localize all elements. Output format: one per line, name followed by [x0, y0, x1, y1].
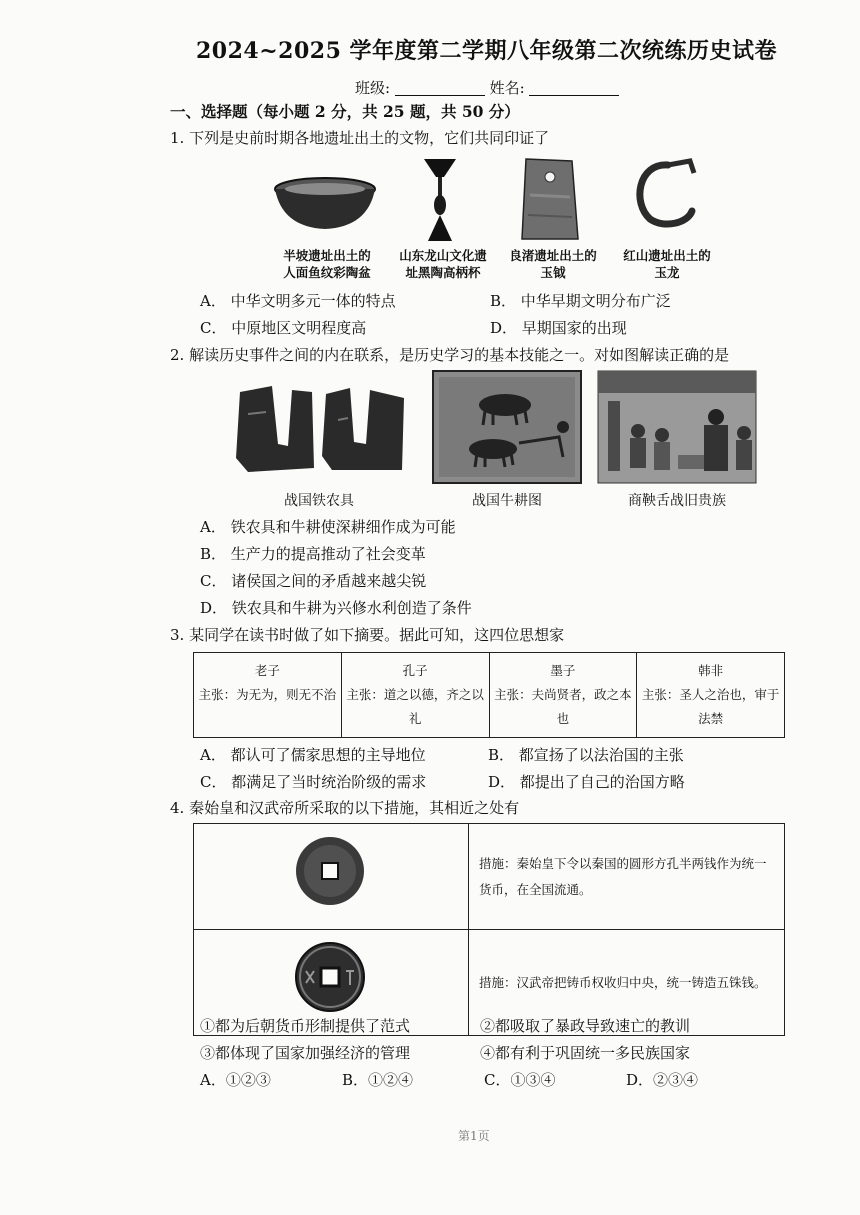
q1-option-a[interactable]: A． 中华文明多元一体的特点 [200, 292, 396, 310]
page-number: 第1页 [458, 1129, 490, 1143]
q4-option-a[interactable]: A．①②③ [200, 1071, 271, 1089]
q2-option-a[interactable]: A． 铁农具和牛耕使深耕细作成为可能 [200, 518, 456, 536]
name-label: 姓名: [489, 79, 525, 97]
thinker-claim: 主张：为无为，则无不治 [198, 687, 337, 702]
thinker-claim: 主张：圣人之治也，审于法禁 [641, 687, 780, 726]
class-blank[interactable] [395, 81, 485, 96]
q1-option-b[interactable]: B． 中华早期文明分布广泛 [490, 292, 671, 310]
q4-statement-2: ②都吸取了暴政导致速亡的教训 [480, 1017, 691, 1035]
currency-measures-table [193, 823, 785, 1036]
shang-yang-debate-image [598, 371, 756, 483]
thinker-name: 韩非 [698, 663, 724, 678]
exam-title: 2024~2025 学年度第二学期八年级第二次统练历史试卷 [196, 38, 778, 64]
banliang-coin-image [294, 835, 366, 907]
class-label: 班级: [355, 79, 391, 97]
caption-ox-plowing: 战国牛耕图 [472, 493, 542, 509]
question-4: 4. 秦始皇和汉武帝所采取的以下措施，其相近之处有 [170, 799, 520, 817]
question-1: 1. 下列是史前时期各地遗址出土的文物，它们共同印证了 [170, 129, 550, 147]
q4-statement-3: ③都体现了国家加强经济的管理 [200, 1044, 411, 1062]
q3-option-a[interactable]: A． 都认可了儒家思想的主导地位 [200, 746, 426, 764]
q4-option-b[interactable]: B．①②④ [342, 1071, 414, 1089]
q2-option-c[interactable]: C． 诸侯国之间的矛盾越来越尖锐 [200, 572, 427, 590]
caption-liangzhu: 良渚遗址出土的 玉钺 [509, 248, 597, 280]
q4-statement-4: ④都有利于巩固统一多民族国家 [480, 1044, 691, 1062]
q2-option-d[interactable]: D． 铁农具和牛耕为兴修水利创造了条件 [200, 599, 472, 617]
q4-option-d[interactable]: D．②③④ [626, 1071, 699, 1089]
banliang-coin-cell [194, 824, 469, 930]
han-measure: 措施：汉武帝把铸币权收归中央，统一铸造五铢钱。 [469, 930, 785, 1036]
q4-option-c[interactable]: C．①③④ [484, 1071, 556, 1089]
caption-banpo: 半坡遗址出土的 人面鱼纹彩陶盆 [283, 248, 371, 280]
thinkers-table [193, 652, 785, 738]
thinker-name: 老子 [254, 663, 280, 678]
thinker-claim: 主张：道之以德，齐之以礼 [346, 687, 484, 726]
question-2: 2. 解读历史事件之间的内在联系，是历史学习的基本技能之一。对如图解读正确的是 [170, 346, 730, 364]
thinker-kongzi [341, 653, 489, 738]
pottery-basin-image [270, 175, 380, 235]
thinker-laozi [194, 653, 342, 738]
q3-option-c[interactable]: C． 都满足了当时统治阶级的需求 [200, 773, 427, 791]
q1-option-d[interactable]: D． 早期国家的出现 [490, 319, 627, 337]
question-3: 3. 某同学在读书时做了如下摘要。据此可知，这四位思想家 [170, 626, 565, 644]
caption-iron-tools: 战国铁农具 [284, 493, 354, 509]
jade-dragon-image [628, 155, 703, 230]
wuzhu-coin-image [294, 941, 366, 1013]
caption-longshan: 山东龙山文化遗 址黑陶高柄杯 [399, 248, 487, 280]
q3-option-b[interactable]: B． 都宣扬了以法治国的主张 [488, 746, 684, 764]
jade-axe-image [520, 155, 580, 243]
q2-option-b[interactable]: B． 生产力的提高推动了社会变革 [200, 545, 426, 563]
caption-hongshan: 红山遗址出土的 玉龙 [623, 248, 711, 280]
thinker-mozi [489, 653, 637, 738]
black-pottery-cup-image [420, 155, 460, 245]
q1-option-c[interactable]: C． 中原地区文明程度高 [200, 319, 367, 337]
thinker-hanfei [637, 653, 785, 738]
thinker-claim: 主张：夫尚贤者，政之本也 [494, 687, 632, 726]
name-blank[interactable] [529, 81, 619, 96]
thinker-name: 墨子 [550, 663, 576, 678]
q3-option-d[interactable]: D． 都提出了自己的治国方略 [488, 773, 685, 791]
student-info [355, 77, 619, 98]
q4-statement-1: ①都为后朝货币形制提供了范式 [200, 1017, 411, 1035]
qin-measure: 措施：秦始皇下令以秦国的圆形方孔半两钱作为统一货币，在全国流通。 [469, 824, 785, 930]
thinker-name: 孔子 [402, 663, 428, 678]
iron-tools-image [228, 384, 410, 476]
section-title: 一、选择题（每小题 2 分，共 25 题，共 50 分） [170, 102, 520, 121]
ox-plowing-image [433, 371, 581, 483]
caption-shang-yang: 商鞅舌战旧贵族 [628, 493, 726, 509]
